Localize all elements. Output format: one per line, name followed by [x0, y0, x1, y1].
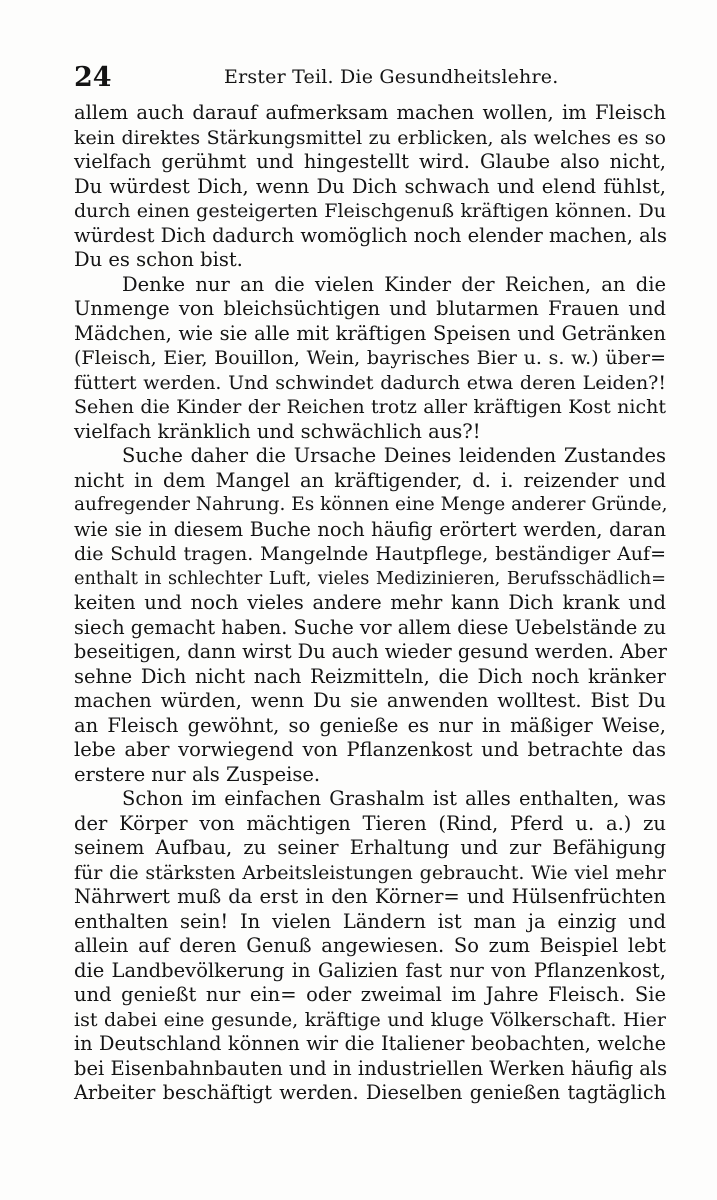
text-line: sehne Dich nicht nach Reizmitteln, die Dich noch kränker — [74, 664, 666, 688]
running-title: Erster Teil. Die Gesundheitslehre. — [224, 66, 559, 88]
text-line: Denke nur an die vielen Kinder der Reichen, an die — [122, 272, 666, 296]
body-text — [74, 101, 666, 1106]
text-line: enthalten sein! In vielen Ländern ist man ja einzig und — [74, 909, 666, 933]
text-line: Arbeiter beschäftigt werden. Dieselben genießen tagtäglich — [74, 1081, 666, 1104]
paragraph — [74, 101, 666, 273]
text-line: kein direktes Stärkungsmittel zu erblicken, als welches es so — [74, 126, 666, 149]
text-line: Sehen die Kinder der Reichen trotz aller kräftigen Kost nicht — [74, 396, 666, 418]
text-line: die Landbevölkerung in Galizien fast nur von Pflanzenkost, — [74, 958, 666, 982]
text-line: die Schuld tragen. Mangelnde Hautpflege, beständiger Auf= — [74, 543, 666, 565]
text-line: Du würdest Dich, wenn Du Dich schwach und elend fühlst, — [74, 174, 666, 198]
running-head — [74, 58, 674, 92]
text-line: in Deutschland können wir die Italiener beobachten, welche — [74, 1032, 666, 1055]
paragraph — [74, 787, 666, 1106]
text-line: würdest Dich dadurch womöglich noch elender machen, als — [74, 223, 667, 247]
text-line: lebe aber vorwiegend von Pflanzenkost und betrachte das — [74, 738, 666, 761]
text-line: keiten und noch vieles andere mehr kann Dich krank und — [74, 591, 666, 614]
text-line: beseitigen, dann wirst Du auch wieder gesund werden. Aber — [74, 640, 667, 663]
text-line: an Fleisch gewöhnt, so genieße es nur in mäßiger Weise, — [74, 713, 666, 737]
text-line: bei Eisenbahnbauten und in industriellen Werken häufig als — [74, 1056, 668, 1080]
text-line: und genießt nur ein= oder zweimal im Jahre Fleisch. Sie — [74, 983, 666, 1006]
page-number: 24 — [74, 62, 112, 93]
text-line: (Fleisch, Eier, Bouillon, Wein, bayrisches Bier u. s. w.) über= — [74, 347, 666, 369]
text-line: Du es schon bist. — [74, 248, 243, 271]
text-line: Nährwert muß da erst in den Körner= und Hülsenfrüchten — [74, 885, 666, 908]
text-line: vielfach kränklich und schwächlich aus?! — [74, 419, 481, 443]
text-line: Mädchen, wie sie alle mit kräftigen Speisen und Getränken — [74, 321, 666, 345]
text-line: der Körper von mächtigen Tieren (Rind, Pferd u. a.) zu — [74, 811, 666, 835]
text-line: Schon im einfachen Grashalm ist alles enthalten, was — [122, 787, 666, 810]
text-line: wie sie in diesem Buche noch häufig erörtert werden, daran — [74, 517, 666, 541]
text-line: durch einen gesteigerten Fleischgenuß kräftigen können. Du — [74, 200, 666, 222]
text-line: allem auch darauf aufmerksam machen wollen, im Fleisch — [74, 101, 666, 124]
text-line: enthalt in schlechter Luft, vieles Medizinieren, Berufsschädlich= — [74, 568, 666, 589]
text-line: aufregender Nahrung. Es können eine Menge anderer Gründe, — [74, 494, 668, 515]
text-line: nicht in dem Mangel an kräftigender, d. i. reizender und — [74, 468, 666, 492]
text-line: Suche daher die Ursache Deines leidenden Zustandes — [122, 444, 666, 467]
paragraph — [74, 444, 666, 787]
text-line: ist dabei eine gesunde, kräftige und kluge Völkerschaft. Hier — [74, 1008, 666, 1031]
text-line: seinem Aufbau, zu seiner Erhaltung und zur Befähigung — [74, 836, 666, 859]
text-line: siech gemacht haben. Suche vor allem diese Uebelstände zu — [74, 615, 666, 639]
paragraph — [74, 273, 666, 445]
text-line: für die stärksten Arbeitsleistungen gebraucht. Wie viel mehr — [74, 861, 666, 884]
text-line: vielfach gerühmt und hingestellt wird. Glaube also nicht, — [74, 150, 666, 173]
text-line: erstere nur als Zuspeise. — [74, 762, 321, 786]
text-line: Unmenge von bleichsüchtigen und blutarmen Frauen und — [74, 297, 666, 320]
text-line: füttert werden. Und schwindet dadurch etwa deren Leiden?! — [74, 371, 666, 394]
text-line: machen würden, wenn Du sie anwenden wolltest. Bist Du — [74, 689, 666, 712]
text-line: allein auf deren Genuß angewiesen. So zum Beispiel lebt — [74, 934, 666, 957]
